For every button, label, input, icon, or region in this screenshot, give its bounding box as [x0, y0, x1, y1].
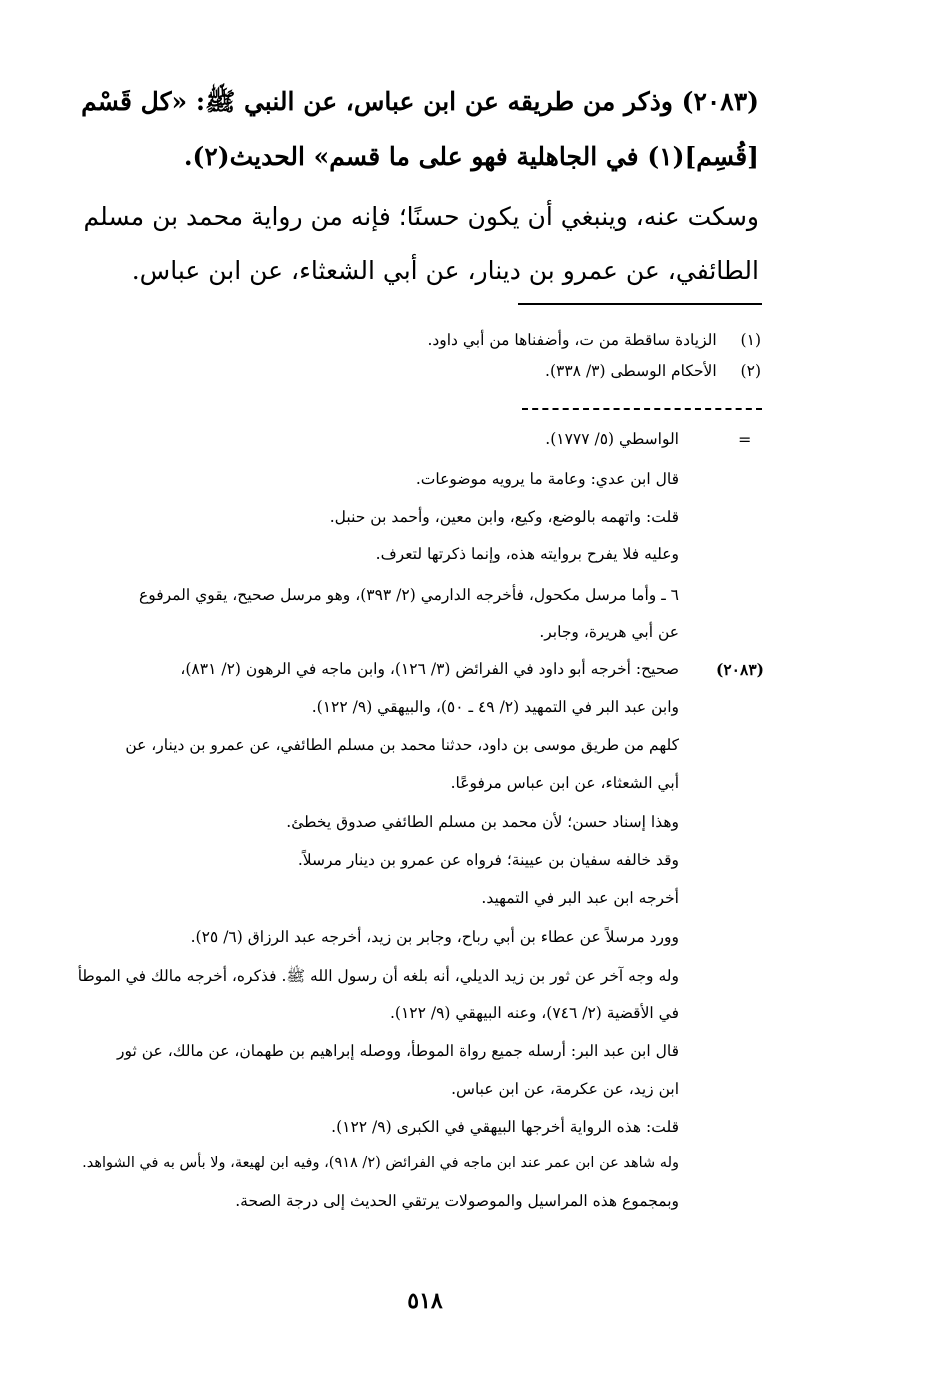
annotation-line: أخرجه ابن عبد البر في التمهيد. — [481, 889, 679, 907]
continuation-mark: = — [738, 430, 752, 449]
annotation-entry-number: (٢٠٨٣) — [716, 660, 764, 679]
footnote-number: (١) — [740, 331, 761, 349]
footnote-1 — [427, 331, 761, 349]
annotation-line: كلهم من طريق موسى بن داود، حدثنا محمد بن مسلم الطائفي، عن عمرو بن دينار، عن — [125, 736, 679, 754]
annotation-line: أبي الشعثاء، عن ابن عباس مرفوعًا. — [450, 774, 679, 792]
footnote-separator — [518, 303, 762, 305]
annotation-line: ابن زيد، عن عكرمة، عن ابن عباس. — [451, 1080, 679, 1098]
annotation-line: وعليه فلا يفرح بروايته هذه، وإنما ذكرتها لتعرف. — [375, 545, 679, 563]
annotation-line: قال ابن عبد البر: أرسله جميع رواة الموطأ، ووصله إبراهيم بن طهمان، عن مالك، عن ثور — [116, 1042, 679, 1060]
annotation-line: في الأقضية (٢/ ٧٤٦)، وعنه البيهقي (٩/ ١٢٢). — [389, 1004, 679, 1022]
annotation-line: الواسطي (٥/ ١٧٧٧). — [545, 430, 679, 448]
annotation-separator — [522, 408, 762, 410]
annotation-line: قلت: واتهمه بالوضع، وكيع، وابن معين، وأحمد بن حنبل. — [329, 508, 679, 526]
footnote-text: الأحكام الوسطى (٣/ ٣٣٨). — [545, 362, 717, 380]
footnote-text: الزيادة ساقطة من ت، وأضفناها من أبي داود. — [427, 331, 717, 349]
annotation-line: وقد خالفه سفيان بن عيينة؛ فرواه عن عمرو بن دينار مرسلاً. — [297, 851, 679, 869]
annotation-line: قال ابن عدي: وعامة ما يرويه موضوعات. — [415, 470, 679, 488]
annotation-line: وهذا إسناد حسن؛ لأن محمد بن مسلم الطائفي صدوق يخطئ. — [286, 813, 679, 831]
footnote-number: (٢) — [740, 362, 761, 380]
annotation-line: صحيح: أخرجه أبو داود في الفرائض (٣/ ١٢٦)، وابن ماجه في الرهون (٢/ ٨٣١)، — [180, 660, 679, 678]
annotation-line: وله وجه آخر عن ثور بن زيد الديلي، أنه بلغه أن رسول الله ﷺ. فذكره، أخرجه مالك في الموطأ — [77, 967, 679, 985]
annotation-line: وله شاهد عن ابن عمر عند ابن ماجه في الفرائض (٢/ ٩١٨)، وفيه ابن لهيعة، ولا بأس به في الشواهد. — [82, 1155, 679, 1171]
annotation-line: قلت: هذه الرواية أخرجها البيهقي في الكبرى (٩/ ١٢٢). — [331, 1118, 679, 1136]
annotation-line: ٦ ـ وأما مرسل مكحول، فأخرجه الدارمي (٢/ ٣٩٣)، وهو مرسل صحيح، يقوي المرفوع — [138, 586, 679, 604]
footnote-2 — [545, 362, 761, 380]
hadith-line-2: [قُسِم](١) في الجاهلية فهو على ما قسم» الحديث(٢). — [183, 142, 759, 171]
annotation-line: عن أبي هريرة، وجابر. — [539, 623, 679, 641]
page-number: ٥١٨ — [407, 1288, 443, 1314]
annotation-line: وابن عبد البر في التمهيد (٢/ ٤٩ ـ ٥٠)، والبيهقي (٩/ ١٢٢). — [311, 698, 679, 716]
comment-line-2: الطائفي، عن عمرو بن دينار، عن أبي الشعثاء، عن ابن عباس. — [131, 256, 759, 285]
annotation-line: وورد مرسلاً عن عطاء بن أبي رباح، وجابر بن زيد، أخرجه عبد الرزاق (٦/ ٢٥). — [190, 928, 679, 946]
comment-line-1: وسكت عنه، وينبغي أن يكون حسنًا؛ فإنه من رواية محمد بن مسلم — [83, 202, 759, 231]
hadith-line-1: (٢٠٨٣) وذكر من طريقه عن ابن عباس، عن النبي ﷺ: «كل قَسْم — [81, 87, 759, 116]
annotation-line: وبمجموع هذه المراسيل والموصولات يرتقي الحديث إلى درجة الصحة. — [235, 1192, 679, 1210]
